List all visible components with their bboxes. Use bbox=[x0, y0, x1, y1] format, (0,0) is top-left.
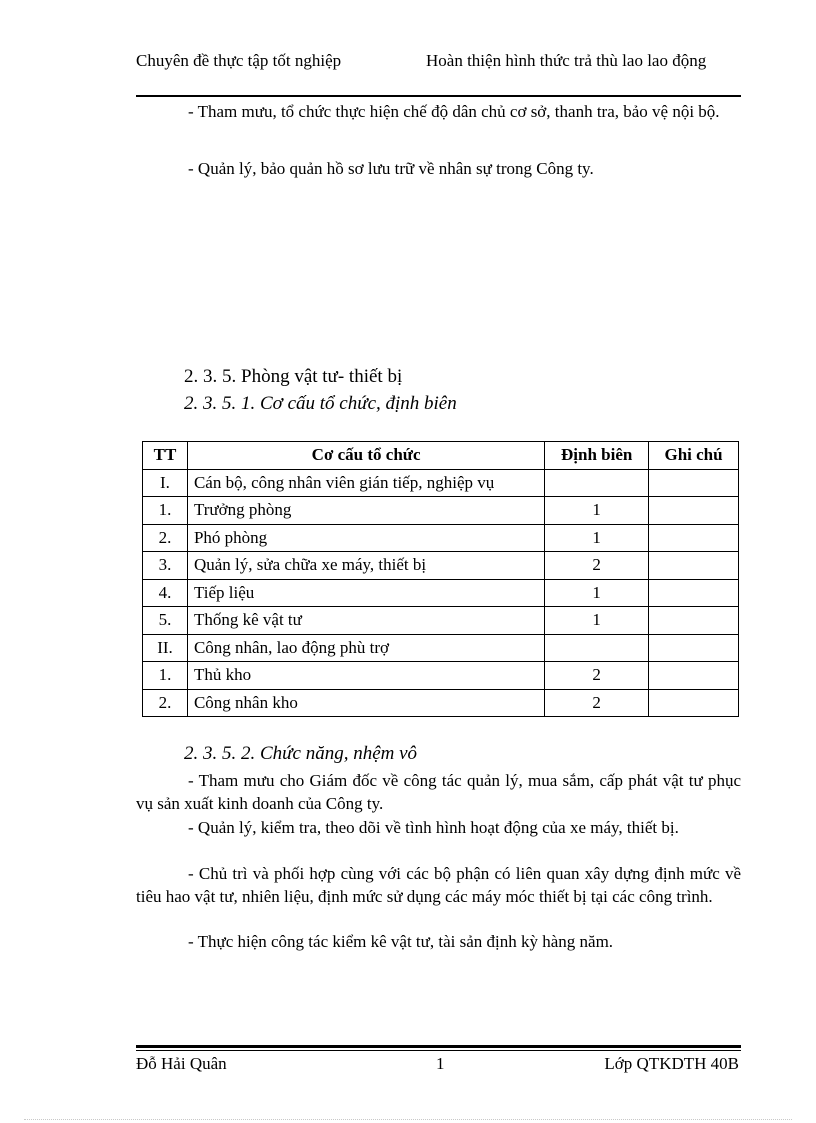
cell-tt: II. bbox=[143, 634, 188, 662]
header-rule bbox=[136, 95, 741, 97]
page-header bbox=[136, 50, 741, 71]
table-row bbox=[143, 469, 739, 497]
header-tt: TT bbox=[143, 442, 188, 470]
cell-tt: I. bbox=[143, 469, 188, 497]
cell-note bbox=[649, 497, 739, 525]
cell-note bbox=[649, 607, 739, 635]
cell-tt: 4. bbox=[143, 579, 188, 607]
cell-note bbox=[649, 689, 739, 717]
cell-structure: Phó phòng bbox=[187, 524, 544, 552]
cell-structure: Thống kê vật tư bbox=[187, 607, 544, 635]
footer-page-number: 1 bbox=[436, 1054, 445, 1073]
cell-note bbox=[649, 469, 739, 497]
cell-staffing: 2 bbox=[545, 689, 649, 717]
table-row bbox=[143, 662, 739, 690]
cell-staffing: 1 bbox=[545, 579, 649, 607]
header-right-title: Hoàn thiện hình thức trả thù lao lao động bbox=[426, 51, 707, 70]
table-row bbox=[143, 634, 739, 662]
header-structure: Cơ cấu tổ chức bbox=[187, 442, 544, 470]
cell-staffing: 1 bbox=[545, 497, 649, 525]
cell-tt: 3. bbox=[143, 552, 188, 580]
page-edge bbox=[24, 1119, 792, 1120]
cell-staffing: 2 bbox=[545, 552, 649, 580]
table-header-row bbox=[143, 442, 739, 470]
org-structure-table bbox=[142, 441, 739, 717]
table-row bbox=[143, 552, 739, 580]
cell-structure: Công nhân, lao động phù trợ bbox=[187, 634, 544, 662]
footer-rule-thin bbox=[136, 1050, 741, 1051]
section-title: 2. 3. 5. Phòng vật tư- thiết bị bbox=[184, 366, 403, 387]
cell-staffing: 1 bbox=[545, 524, 649, 552]
subsection-title-1: 2. 3. 5. 1. Cơ cấu tổ chức, định biên bbox=[184, 393, 457, 414]
function-paragraph-4: - Thực hiện công tác kiểm kê vật tư, tài sản định kỳ hàng năm. bbox=[188, 932, 614, 951]
table-row bbox=[143, 497, 739, 525]
subsection-title-2: 2. 3. 5. 2. Chức năng, nhệm vô bbox=[184, 743, 418, 764]
cell-staffing: 1 bbox=[545, 607, 649, 635]
cell-note bbox=[649, 634, 739, 662]
table-row bbox=[143, 607, 739, 635]
header-left-title: Chuyên đề thực tập tốt nghiệp bbox=[136, 51, 342, 70]
cell-structure: Tiếp liệu bbox=[187, 579, 544, 607]
footer-rule-thick bbox=[136, 1045, 741, 1048]
cell-tt: 2. bbox=[143, 524, 188, 552]
cell-structure: Thủ kho bbox=[187, 662, 544, 690]
function-paragraph-3: - Chủ trì và phối hợp cùng với các bộ phận có liên quan xây dựng định mức về tiêu hao vật tư, nhiên liệu, định mức sử dụng các máy móc thiết bị tại các công trình. bbox=[136, 864, 741, 906]
cell-staffing bbox=[545, 634, 649, 662]
cell-note bbox=[649, 579, 739, 607]
function-paragraph-2: - Quản lý, kiểm tra, theo dõi về tình hình hoạt động của xe máy, thiết bị. bbox=[188, 818, 679, 837]
header-note: Ghi chú bbox=[649, 442, 739, 470]
intro-paragraph-1: - Tham mưu, tổ chức thực hiện chế độ dân chủ cơ sở, thanh tra, bảo vệ nội bộ. bbox=[188, 102, 720, 121]
header-staffing: Định biên bbox=[545, 442, 649, 470]
cell-note bbox=[649, 552, 739, 580]
cell-tt: 1. bbox=[143, 497, 188, 525]
cell-structure: Công nhân kho bbox=[187, 689, 544, 717]
cell-tt: 5. bbox=[143, 607, 188, 635]
cell-tt: 2. bbox=[143, 689, 188, 717]
table-row bbox=[143, 524, 739, 552]
cell-note bbox=[649, 662, 739, 690]
cell-note bbox=[649, 524, 739, 552]
function-paragraph-1: - Tham mưu cho Giám đốc về công tác quản lý, mua sắm, cấp phát vật tư phục vụ sản xuất kinh doanh của Công ty. bbox=[136, 771, 741, 813]
footer-class: Lớp QTKDTH 40B bbox=[604, 1054, 739, 1073]
table-row bbox=[143, 579, 739, 607]
table-row bbox=[143, 689, 739, 717]
cell-structure: Trưởng phòng bbox=[187, 497, 544, 525]
cell-structure: Quản lý, sửa chữa xe máy, thiết bị bbox=[187, 552, 544, 580]
cell-staffing bbox=[545, 469, 649, 497]
cell-structure: Cán bộ, công nhân viên gián tiếp, nghiệp vụ bbox=[187, 469, 544, 497]
cell-staffing: 2 bbox=[545, 662, 649, 690]
cell-tt: 1. bbox=[143, 662, 188, 690]
footer-author: Đỗ Hải Quân bbox=[136, 1054, 227, 1073]
intro-paragraph-2: - Quản lý, bảo quản hồ sơ lưu trữ về nhân sự trong Công ty. bbox=[188, 159, 594, 178]
